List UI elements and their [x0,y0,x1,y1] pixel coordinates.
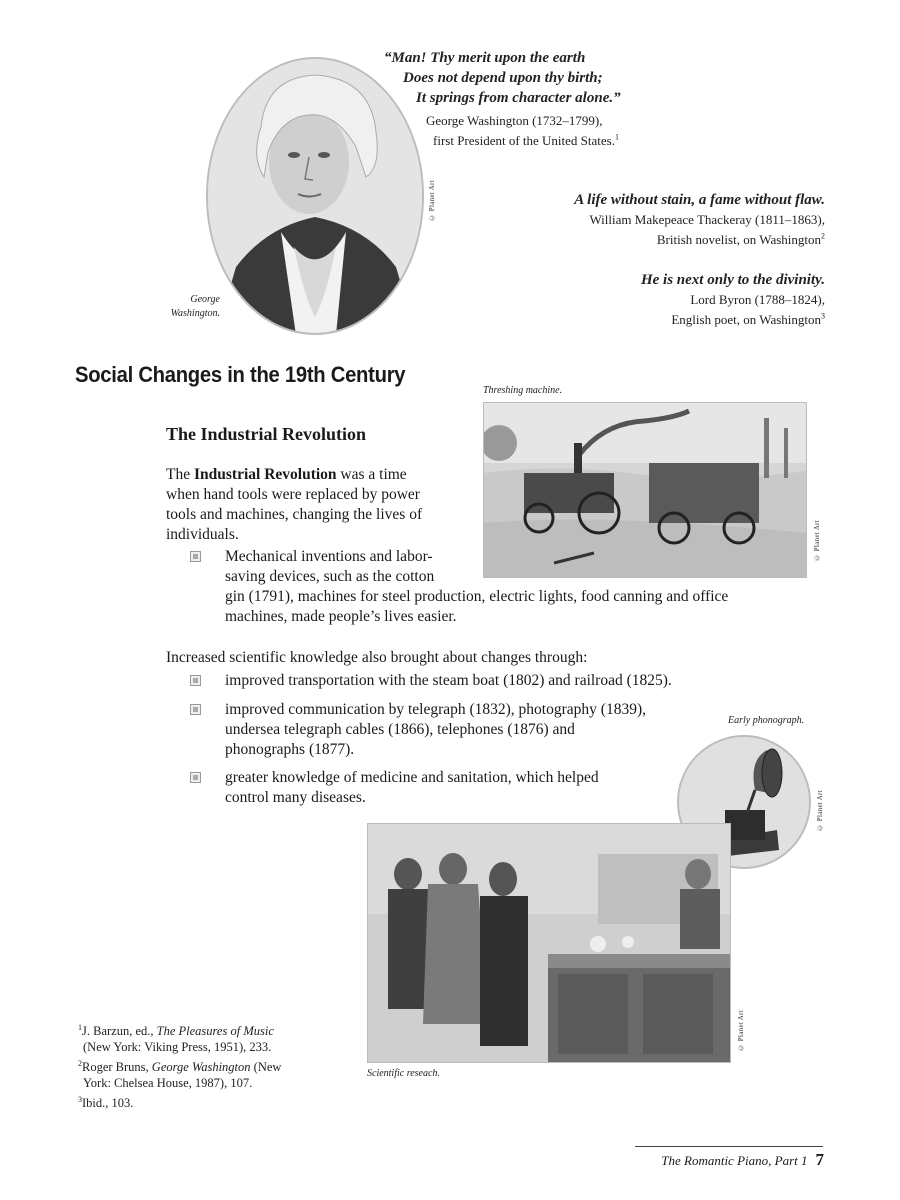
intro-line: when hand tools were replaced by power [166,486,420,503]
quote-line: It springs from character alone.” [416,90,621,106]
page-number: 7 [815,1150,824,1169]
bullet-line: greater knowledge of medicine and sanitation, which helped [225,769,599,786]
quote-washington [360,48,660,151]
bullet-icon [190,551,201,562]
attribution-text: first President of the United States. [433,133,615,148]
quote-attribution [641,310,825,330]
phonograph-credit: © Planet Art [816,790,824,832]
threshing-caption: Threshing machine. [483,385,563,396]
attribution-text: British novelist, on Washington [656,232,821,247]
intro-rest: was a time [340,466,407,483]
phonograph-caption: Early phonograph. [728,715,805,726]
footnote-ref: 2 [821,231,825,241]
footer-book-title: The Romantic Piano, Part 1 [661,1153,808,1168]
intro-line: individuals. [166,526,239,543]
bullet-line: saving devices, such as the cotton [225,568,435,585]
footnotes [78,1023,358,1111]
portrait-caption-line1: George [190,294,220,305]
footnote-3 [78,1095,358,1111]
footnote-title: George Washington [151,1060,251,1074]
footnote-title: The Pleasures of Music [156,1024,274,1038]
footnote-num: 1 [78,1022,82,1032]
footnote-line: York: Chelsea House, 1987), 107. [83,1076,253,1090]
footnote-num: 3 [78,1094,82,1104]
portrait-caption [150,293,220,321]
bullet-line: phonographs (1877). [225,741,355,758]
intro-line: tools and machines, changing the lives of [166,506,423,523]
footnote-1 [78,1023,358,1039]
bullet-transportation [225,671,672,691]
footnote-num: 2 [78,1058,82,1068]
bullet-line: control many diseases. [225,789,366,806]
intro-line [166,465,476,485]
section-title: Social Changes in the 19th Century [75,362,406,387]
bullet-line: improved communication by telegraph (1832), photography (1839), [225,701,646,718]
quote-text: A life without stain, a fame without flaw. [574,192,825,208]
threshing-credit: © Planet Art [813,520,821,562]
footnote-text: Roger Bruns, [82,1060,152,1074]
quote-attribution: Lord Byron (1788–1824), [690,292,825,307]
subsection-title: The Industrial Revolution [166,424,367,444]
attribution-text: English poet, on Washington [671,312,821,327]
research-caption: Scientific reseach. [367,1068,440,1079]
portrait-caption-line2: Washington. [170,308,220,319]
quote-text: He is next only to the divinity. [640,272,825,288]
bullet-communication [225,700,646,760]
quote-attribution [574,230,825,250]
footnote-2 [78,1059,358,1075]
bullet-line: improved transportation with the steam boat (1802) and railroad (1825). [225,672,672,689]
footer-rule [635,1146,823,1147]
bullet-mechanical-inventions [225,547,825,627]
bullet-line: undersea telegraph cables (1866), telephones (1876) and [225,721,575,738]
footnote-ref: 3 [821,311,825,321]
footnote-line: (New York: Viking Press, 1951), 233. [83,1040,272,1054]
footnote-text: (New [250,1060,282,1074]
bullet-line: Mechanical inventions and labor- [225,548,433,565]
quote-line: Does not depend upon thy birth; [403,70,603,86]
bullet-icon [190,675,201,686]
footnote-text: J. Barzun, ed., [82,1024,157,1038]
quote-thackeray [574,190,825,250]
intro-paragraph [166,465,476,545]
scientific-research-image [367,823,731,1063]
research-credit: © Planet Art [737,1010,745,1052]
page-footer [661,1150,824,1170]
intro-the: The [166,466,191,483]
bullet-line: machines, made people’s lives easier. [225,608,457,625]
bullet-medicine [225,768,599,808]
footnote-text: Ibid., 103. [82,1096,134,1110]
quote-byron [641,270,825,330]
bullet-icon [190,704,201,715]
scientific-research-illustration [368,824,730,1062]
portrait-credit: © Planet Art [428,180,436,222]
bullet-line: gin (1791), machines for steel production, electric lights, food canning and office [225,588,729,605]
industrial-revolution-term: Industrial Revolution [193,466,337,483]
quote-attribution: William Makepeace Thackeray (1811–1863), [589,212,825,227]
quote-attribution [360,131,660,151]
quote-line: “Man! Thy merit upon the earth [384,50,586,66]
science-intro: Increased scientific knowledge also brought about changes through: [166,649,588,666]
bullet-icon [190,772,201,783]
quote-attribution: George Washington (1732–1799), [426,113,603,128]
footnote-ref: 1 [614,132,619,142]
